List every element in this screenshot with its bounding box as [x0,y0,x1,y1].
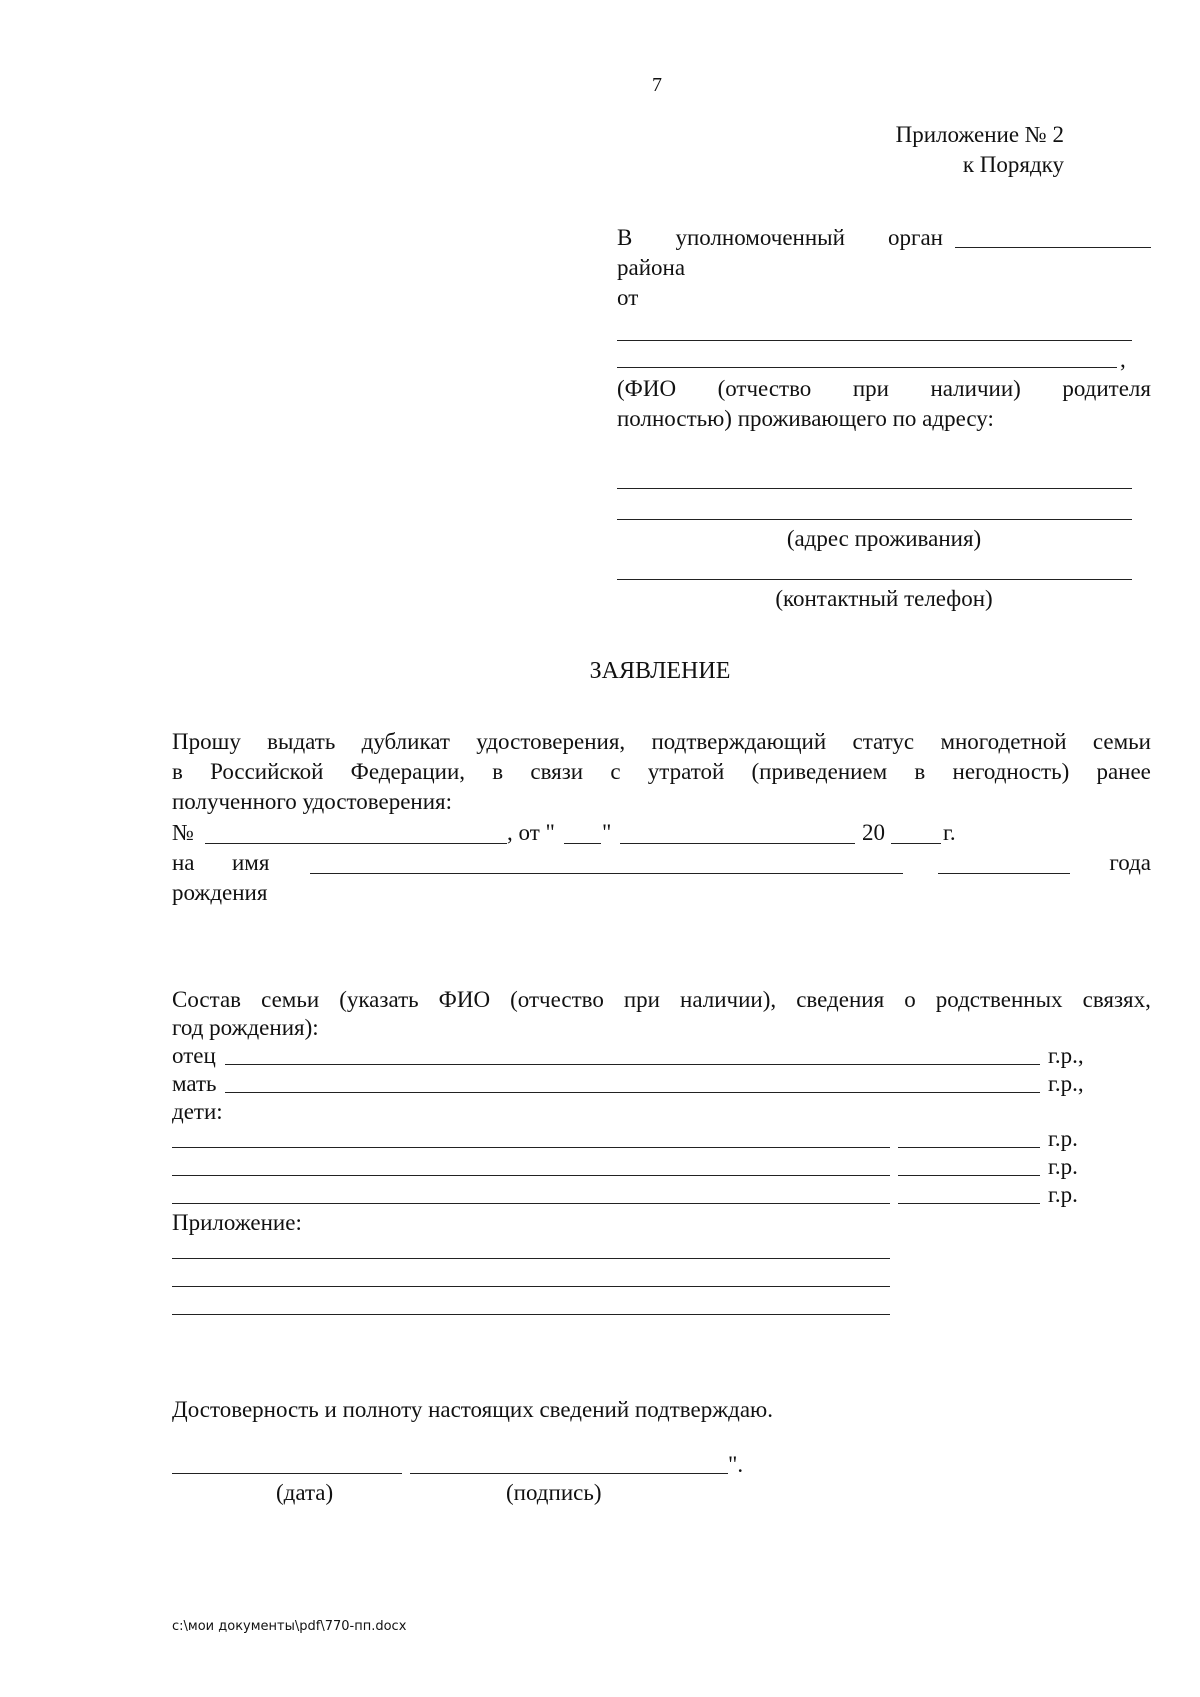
authority-name-field[interactable] [955,247,1151,248]
request-line-2 [172,757,1151,787]
request-line-3: полученного удостоверения: [172,789,452,814]
child-yob-field-2[interactable] [898,1175,1040,1176]
address-field-2[interactable] [617,519,1132,520]
applicant-name-field-1[interactable] [617,340,1132,341]
request-word: в [172,759,183,784]
family-word: Состав [172,987,242,1012]
appendix-title: Приложение № 2 [895,122,1064,147]
family-intro-line-2: год рождения): [172,1015,319,1040]
addressee-word: уполномоченный [675,225,845,250]
addressee-line [617,223,943,253]
month-field[interactable] [620,843,855,844]
birth-year-field[interactable] [938,873,1070,874]
appendix-subtitle: к Порядку [962,152,1064,177]
family-word: при [623,987,660,1012]
request-word: (приведением [751,759,888,784]
mother-yob: г.р., [1048,1071,1084,1096]
caption-word: наличии) [930,376,1021,401]
signature-caption: (подпись) [506,1480,602,1505]
family-word: (отчество [510,987,604,1012]
request-word: Прошу [172,729,241,754]
year-word: года [1109,850,1151,875]
father-yob: г.р., [1048,1043,1084,1068]
applicant-name-field-2[interactable] [617,367,1117,368]
attachment-label: Приложение: [172,1210,302,1235]
child-name-field-2[interactable] [172,1175,890,1176]
child-yob-2: г.р. [1048,1154,1078,1179]
request-word: связи [530,759,584,784]
request-word: в [492,759,504,784]
attachment-field-3[interactable] [172,1314,890,1315]
family-word: сведения [796,987,885,1012]
phone-field[interactable] [617,579,1132,580]
family-word: о [904,987,916,1012]
district-label: района [617,255,686,280]
confirmation-text: Достоверность и полноту настоящих сведений подтверждаю. [172,1397,773,1422]
year-prefix: 20 [862,820,885,845]
request-word: статус [852,729,915,754]
holder-name-field[interactable] [310,873,903,874]
child-yob-field-1[interactable] [898,1147,1040,1148]
date-field[interactable] [172,1473,402,1474]
birth-word: рождения [172,880,268,905]
name-label-2: имя [232,850,270,875]
signature-field[interactable] [410,1473,728,1474]
request-word: дубликат [361,729,450,754]
attachment-field-2[interactable] [172,1286,890,1287]
family-intro-line-1 [172,985,1151,1015]
request-word: Федерации, [350,759,466,784]
name-label-1: на [172,850,195,875]
father-label: отец [172,1043,216,1068]
father-field[interactable] [225,1064,1040,1065]
request-word: ранее [1096,759,1151,784]
child-yob-1: г.р. [1048,1126,1078,1151]
page-number: 7 [652,74,662,96]
child-yob-3: г.р. [1048,1182,1078,1207]
mother-label: мать [172,1071,217,1096]
footer-file-path: c:\мои документы\pdf\770-пп.docx [172,1619,407,1634]
document-title: ЗАЯВЛЕНИЕ [589,658,731,684]
request-word: многодетной [940,729,1067,754]
child-yob-field-3[interactable] [898,1203,1040,1204]
child-name-field-3[interactable] [172,1203,890,1204]
fio-caption-line1 [617,374,1151,404]
request-word: удостоверения, [476,729,626,754]
attachment-field-1[interactable] [172,1258,890,1259]
request-word: негодность) [952,759,1070,784]
child-name-field-1[interactable] [172,1147,890,1148]
request-word: в [914,759,926,784]
mother-field[interactable] [225,1092,1040,1093]
addressee-word: В [617,225,633,250]
request-word: утратой [647,759,725,784]
certificate-number-field[interactable] [205,843,507,844]
day-field[interactable] [564,843,601,844]
from-label: от [617,285,639,310]
comma: , [1120,347,1126,372]
caption-word: (ФИО [617,376,677,401]
family-word: родственных [935,987,1063,1012]
request-word: выдать [267,729,336,754]
family-word: наличии), [680,987,777,1012]
request-word: подтверждающий [651,729,827,754]
number-sign: № [172,820,194,845]
caption-word: родителя [1062,376,1151,401]
date-caption: (дата) [276,1480,334,1505]
family-word: семьи [261,987,320,1012]
closing-mark: ". [728,1452,744,1477]
request-word: семьи [1092,729,1151,754]
fio-caption-line2: полностью) проживающего по адресу: [617,406,994,431]
request-word: Российской [210,759,324,784]
year-field[interactable] [891,843,941,844]
children-label: дети: [172,1099,223,1124]
family-word: (указать [339,987,419,1012]
address-caption: (адрес проживания) [786,526,982,551]
address-field-1[interactable] [617,488,1132,489]
addressee-word: орган [888,225,943,250]
request-word: с [610,759,621,784]
request-line-1 [172,727,1151,757]
from-quote: , от " [507,820,555,845]
caption-word: при [852,376,889,401]
family-word: связях, [1082,987,1151,1012]
phone-caption: (контактный телефон) [775,586,993,611]
close-quote: " [602,820,612,845]
family-word: ФИО [438,987,491,1012]
year-suffix: г. [943,820,956,845]
caption-word: (отчество [717,376,812,401]
